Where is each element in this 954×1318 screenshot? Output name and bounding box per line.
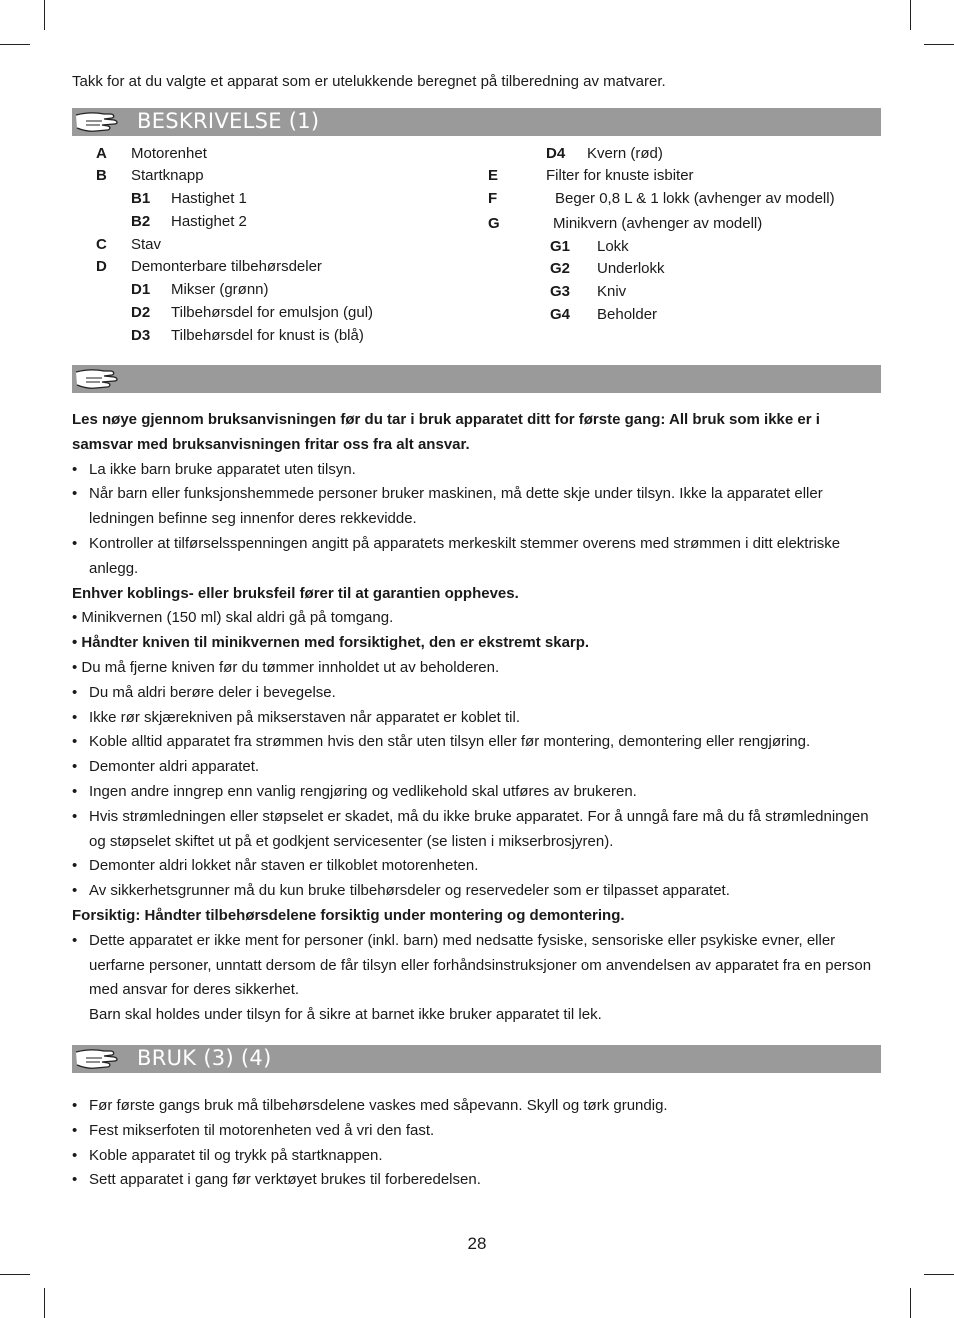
part-label: E — [488, 167, 499, 184]
list-item: • Håndter kniven til minikvernen med forsiktighet, den er ekstremt skarp. — [72, 634, 590, 652]
crop-mark — [44, 0, 45, 30]
list-item: • Minikvernen (150 ml) skal aldri gå på tomgang. — [72, 609, 394, 627]
part-text: Filter for knuste isbiter — [546, 167, 694, 184]
part-label: G2 — [550, 260, 571, 277]
part-text: Demonterbare tilbehørsdeler — [131, 258, 322, 275]
part-label: C — [96, 236, 107, 253]
part-text: Startknapp — [131, 167, 204, 184]
list-item: • La ikke barn bruke apparatet uten tilsyn. — [72, 458, 882, 483]
part-text: Hastighet 1 — [171, 190, 247, 207]
part-text: Mikser (grønn) — [171, 281, 269, 298]
part-text: Motorenhet — [131, 145, 207, 162]
part-text: Minikvern (avhenger av modell) — [553, 215, 763, 232]
crop-mark — [910, 0, 911, 30]
page-number: 28 — [467, 1234, 487, 1253]
section-title: BESKRIVELSE (1) — [137, 109, 320, 133]
hand-arrow-icon — [74, 1047, 120, 1071]
list-item: • Du må fjerne kniven før du tømmer innholdet ut av beholderen. — [72, 658, 500, 676]
part-text: Beholder — [597, 306, 658, 323]
section-header-safety — [72, 365, 881, 393]
list-item: • Ingen andre inngrep enn vanlig rengjøring og vedlikehold skal utføres av brukeren. — [72, 780, 882, 805]
section-title: BRUK (3) (4) — [137, 1046, 272, 1070]
part-text: Hastighet 2 — [171, 213, 247, 230]
part-text: Tilbehørsdel for knust is (blå) — [171, 327, 364, 344]
part-label: D4 — [546, 145, 566, 162]
part-label: G1 — [550, 238, 571, 255]
part-label: D — [96, 258, 107, 275]
part-text: Kniv — [597, 283, 627, 300]
list-item: • Kontroller at tilførselsspenningen angitt på apparatets merkeskilt stemmer overens med strømmen i ditt elektriske anlegg. — [72, 532, 882, 582]
list-item: • Demonter aldri lokket når staven er tilkoblet motorenheten. — [72, 854, 882, 879]
part-label: D2 — [131, 304, 151, 321]
crop-mark — [924, 1274, 954, 1275]
part-label: A — [96, 145, 107, 162]
safety-instructions — [72, 408, 882, 1028]
part-text: Tilbehørsdel for emulsjon (gul) — [171, 304, 374, 321]
list-item: • Demonter aldri apparatet. — [72, 755, 882, 780]
warning-text: Enhver koblings- eller bruksfeil fører til at garantien oppheves. — [72, 584, 519, 602]
part-label: G — [488, 215, 500, 232]
list-item: • Når barn eller funksjonshemmede personer bruker maskinen, må dette skje under tilsyn. Ikke la apparatet eller ledningen befinne seg innenfor deres rekkevidde. — [72, 482, 882, 532]
list-item: • Ikke rør skjærekniven på mikserstaven når apparatet er koblet til. — [72, 706, 882, 731]
list-item: • Før første gangs bruk må tilbehørsdelene vaskes med såpevann. Skyll og tørk grundig. — [72, 1094, 882, 1119]
crop-mark — [0, 44, 30, 45]
section-header-usage — [72, 1045, 881, 1073]
crop-mark — [44, 1288, 45, 1318]
list-item: • Dette apparatet er ikke ment for personer (inkl. barn) med nedsatte fysiske, sensoriske eller psykiske evner, eller uerfarne personer, unntatt dersom de får tilsyn eller forhåndsinstruksjoner om anvendelsen av apparatet fra en person med ansvar for deres sikkerhet. — [72, 929, 882, 1003]
list-item: • Sett apparatet i gang før verktøyet brukes til forberedelsen. — [72, 1168, 882, 1193]
crop-mark — [0, 1274, 30, 1275]
hand-arrow-icon — [74, 367, 120, 391]
part-text: Underlokk — [597, 260, 665, 277]
crop-mark — [910, 1288, 911, 1318]
part-text: Beger 0,8 L & 1 lokk (avhenger av modell) — [555, 190, 835, 207]
part-label: B — [96, 167, 107, 184]
list-item: • Koble apparatet til og trykk på startknappen. — [72, 1144, 882, 1169]
part-label: D1 — [131, 281, 151, 298]
intro-text: Takk for at du valgte et apparat som er utelukkende beregnet på tilberedning av matvarer. — [72, 73, 666, 90]
crop-mark — [924, 44, 954, 45]
list-item-continuation: Barn skal holdes under tilsyn for å sikre at barnet ikke bruker apparatet til lek. — [89, 1006, 602, 1024]
warning-text: Forsiktig: Håndter tilbehørsdelene forsiktig under montering og demontering. — [72, 906, 625, 924]
list-item: • Av sikkerhetsgrunner må du kun bruke tilbehørsdeler og reservedeler som er tilpasset apparatet. — [72, 879, 882, 904]
part-text: Lokk — [597, 238, 629, 255]
list-item: • Fest mikserfoten til motorenheten ved å vri den fast. — [72, 1119, 882, 1144]
part-label: G4 — [550, 306, 571, 323]
part-text: Kvern (rød) — [587, 145, 663, 162]
part-label: B1 — [131, 190, 151, 207]
list-item: • Koble alltid apparatet fra strømmen hvis den står uten tilsyn eller før montering, demontering eller rengjøring. — [72, 730, 882, 755]
list-item: • Du må aldri berøre deler i bevegelse. — [72, 681, 882, 706]
warning-text: Les nøye gjennom bruksanvisningen før du tar i bruk apparatet ditt for første gang: All bruk som ikke er i samsvar med bruksanvisningen fritar oss fra alt ansvar. — [72, 411, 820, 453]
hand-arrow-icon — [74, 110, 120, 134]
part-label: B2 — [131, 213, 151, 230]
usage-instructions — [72, 1094, 882, 1193]
part-label: G3 — [550, 283, 571, 300]
part-text: Stav — [131, 236, 162, 253]
section-header-description — [72, 108, 881, 136]
part-label: D3 — [131, 327, 151, 344]
list-item: • Hvis strømledningen eller støpselet er skadet, må du ikke bruke apparatet. For å unngå fare må du få strømledningen og støpselet skiftet ut på et godkjent servicesenter (se listen i mikserbrosjyren). — [72, 805, 882, 855]
part-label: F — [488, 190, 498, 207]
